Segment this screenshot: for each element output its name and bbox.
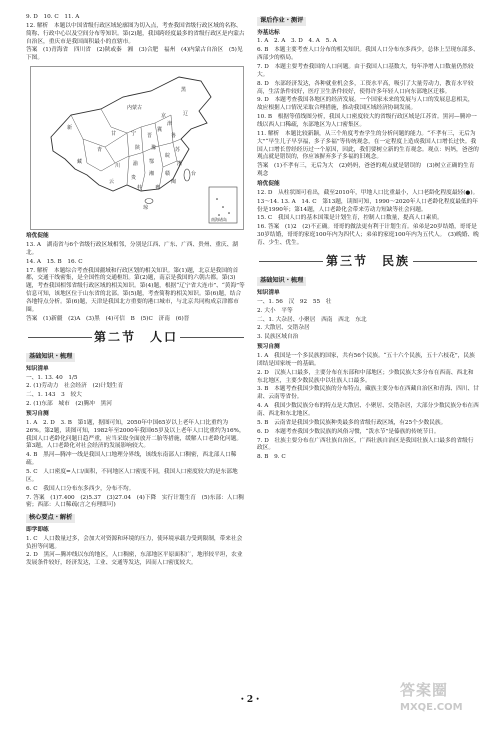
map-label: 青 <box>97 147 103 154</box>
map-label: 辽 <box>183 111 189 118</box>
answer-line: 5. B 云南省是我国少数民族种类最多的省级行政区域，有25个少数民族。 <box>257 419 447 426</box>
map-label: 陕 <box>135 145 141 152</box>
answer-line: 一、1. 56 汉 92 55 壮 <box>257 298 332 305</box>
map-label: 甘 <box>111 131 117 138</box>
answer-line: 6. D 本题考查我国少数民族的风俗习惯，“泼水节”是傣族的传统节日。 <box>257 428 440 435</box>
answer-line: 13. A 湖南省与6个省级行政区域相邻，分别是江西、广东、广西、贵州、重庆、湖北。 <box>26 242 238 256</box>
subsection-heading: 培优促能 <box>257 181 280 188</box>
map-label: 皖 <box>165 153 171 160</box>
answer-line: 15. C 我国人口的基本国策是计划生育，控制人口数量，提高人口素质。 <box>257 215 443 222</box>
answer-line: 9. D 10. C 11. A <box>26 14 80 20</box>
answer-line: 6. C 我国人口分布东多西少，分布不均。 <box>26 485 135 492</box>
map-label: 粤 <box>155 185 161 192</box>
answer-line: 答案 (1)不孝有三，无后为大 (2)妈妈，爸爸的观点就是错误的 (3)树立正确的生育观念 <box>257 163 475 178</box>
answer-line: 13～14. 13. A 14. C 第13题，读图可知，1990～2020年人口老龄化程度最低的年份是1990年；第14题，人口老龄化会带来劳动力短缺等社会问题。 <box>257 198 478 213</box>
answer-line: 2. D 黑河—腾冲线以东的地区，人口稠密，东部地区平原面积广，地形较平坦，农业发展条件较好，经济发达，工业、交通等发达，因而人口密度较大。 <box>26 552 243 567</box>
watermark-logo <box>400 680 492 720</box>
map-label: 云 <box>109 179 115 186</box>
chapter-title: 第三节 民族 <box>257 253 479 270</box>
map-label: 鲁 <box>171 133 177 140</box>
subsection-heading: 预习自测 <box>257 344 280 351</box>
answer-line: 1. A 我国是一个多民族的国家，共有56个民族。“五十六个民族，五十六枝花”，民族团结是国家统一的基础。 <box>257 353 475 367</box>
answer-line: 3. B 本题考查我国少数民族的分布特点，藏族主要分布在西藏自治区和青海、四川、甘肃、云南等省份。 <box>257 386 479 401</box>
map-label: 藏 <box>77 159 83 166</box>
answer-line: 10. B 根据等值线图分析，我国人口密度较大的省级行政区域是江苏省。黑河—腾冲一线以西人口稀疏，东部地区为人口密集区。 <box>257 114 477 128</box>
answer-line: 2. D 汉族人口最多，主要分布在东部和中部地区；少数民族大多分布在西南、西北和东北地区，主要少数民族中以壮族人口最多。 <box>257 369 474 384</box>
map-label: 南海诸岛 <box>211 217 227 223</box>
map-label: 贵 <box>131 175 137 182</box>
map-label: 冀 <box>157 127 163 134</box>
map-label: 浙 <box>177 161 183 168</box>
watermark-url: MXQE.COM <box>400 701 463 713</box>
answer-line: 1. A 2. D 3. B 第1题，据图可知，2050年中国65岁以上老年人口比重约为26%。第2题，读图可知，1982年至2000年我国65岁及以上老年人口比重约为16%，我国人口老龄化问题日趋严重，应当采取全面放开二胎等措施，缓解人口老龄化问题。第3题，人口老龄化对社会经济的发展影响较大。 <box>26 419 245 450</box>
map-label: 渝 <box>133 161 139 168</box>
map-label: 闽 <box>171 179 177 186</box>
answer-line: 7. D 壮族主要分布在广西壮族自治区，广西壮族自治区是我国壮族人口最多的省级行政区。 <box>257 437 474 452</box>
map-label: 新 <box>67 125 73 132</box>
answer-line: 二、1. 大杂居、小聚居 西南 西北 东北 <box>257 316 367 323</box>
map-label: 赣 <box>165 171 171 178</box>
answer-line: 8. B 9. C <box>257 454 286 461</box>
map-label: 京 <box>161 113 167 120</box>
answer-line: 1. A 2. A 3. D 4. A 5. A <box>257 38 337 45</box>
answer-line: 答案 (1)新疆 (2)A (3)黑 (4)可信 B (5)C 济南 (6)晋 <box>26 315 190 322</box>
section-heading: 课后作业・测评 <box>257 17 306 26</box>
answer-line: 12. 解析 本题以中国省级行政区域轮廓图为切入点，考查我国省级行政区域的名称、简称、行政中心以及空间分布等知识。第(2)题，我国跨经度最多的省级行政区是内蒙古自治区，重庆市是我国面积最小的直辖市。 <box>26 22 245 45</box>
answer-line: 3. 民族区域自治 <box>257 334 299 341</box>
map-label: 宁 <box>131 131 137 138</box>
answer-line: 17. 解析 本题综合考查我国疆域和行政区划的相关知识。第(1)题，北京是我国的首都，交通干线密集，是全国性的交通枢纽。第(2)题，南京是我国的六朝古都。第(3)题，考查我国相邻省级行政区域的相关知识。第(4)题，根据“辽宁省大连市”、“黄海”等信息可知，该地区位于山东省的北部。第(5)题，考查简称的相关知识。第(6)题，结合各地特点分析。第(6)题，天津是我国北方重要的港口城市，与北京共同构成京津都市圈。 <box>26 267 245 313</box>
answer-line: 12. D 从柱状图可看出，截至2010年，甲地人口比重最小，人口老龄化程度最轻(●)。 <box>257 189 479 196</box>
subsection-heading: 夯基达标 <box>257 29 280 36</box>
map-label: 黑 <box>181 87 187 94</box>
map-label: 苏 <box>175 147 181 154</box>
answer-line: 2. 大散居、交错杂居 <box>257 325 310 332</box>
chapter-title: 第二节 人口 <box>26 329 246 346</box>
answer-line: 2. (1)劳动力 社会经济 (2)计划生育 <box>26 383 124 390</box>
answer-line: 2. (1)东部 城市 (2)腾冲 黑河 <box>26 401 112 408</box>
left-column <box>26 14 246 569</box>
subsection-heading: 知识清单 <box>257 289 280 296</box>
map-label: 台 <box>191 171 197 178</box>
answer-line: 16. 答案 (1)2 (2)不正确。哥哥的做法更有利于计划生育。弟弟是20岁结婚，哥哥是30岁结婚，哥哥的家庭100年内为四代人；弟弟的家庭100年内为五代人。 (3)晚婚、晚育、少生、优生。 <box>257 224 479 247</box>
answer-line: 2. 大小 平等 <box>257 307 293 314</box>
answer-line: 8. D 东部经济发达，各种就业机会多，工资水平高，吸引了大量劳动力，教育水平较高，生活条件较好，医疗卫生条件较好，使得许多年轻人口向东部地区迁移。 <box>257 80 474 95</box>
china-province-map <box>30 66 244 230</box>
subsection-heading: 知识清单 <box>26 365 49 372</box>
subsection-heading: 即学即练 <box>26 526 49 533</box>
answer-line: 7. 答案 (1)7.400 (2)5.37 (3)27.04 (4)下降 实行计划生育 (5)东部：人口稠密；西部：人口稀疏(言之有理即可) <box>26 494 244 509</box>
map-label: 鄂 <box>149 159 155 166</box>
answer-line: 6. B 本题主要考查人口分布的相关知识。我国人口分布东多西少，总体上呈现东部多、西部少的格局。 <box>257 47 479 62</box>
section-heading: 基础知识・梳理 <box>257 277 306 286</box>
map-label: 晋 <box>147 133 153 140</box>
map-label: 川 <box>115 163 121 170</box>
answer-line: 11. 解析 本题比较新颖，从三个角度考查学生的分析问题的能力。“不孝有三，无后为大”“早生儿子早享福，多子多福”等传统观念，在一定程度上造成我国人口增长过快。我国人口增长曾经经历过一个原因，因此，我们要树立新的生育观念。观点：妈妈，爸爸的观点就是错误的，你应该摒弃多子多福的旧观念。 <box>257 130 479 161</box>
answer-line: 4. B 黑河—腾冲一线是我国人口地理分界线，该线东南部人口稠密，西北部人口稀疏。 <box>26 452 237 467</box>
map-label: 桂 <box>137 185 143 192</box>
watermark-text: 答案圈 <box>400 681 449 699</box>
answer-line: 二、1. 143 3 较大 <box>26 392 82 399</box>
map-label: 湘 <box>149 171 155 178</box>
section-heading: 基础知识・梳理 <box>26 353 75 362</box>
answer-line: 7. D 本题主要考查我国的人口问题。由于我国人口基数大，每年净增人口数量仍然较大。 <box>257 63 474 78</box>
answer-line: 答案 (1)青海省 四川省 (2)陕或秦 湘 (3)合肥 福州 (4)内蒙古自治区 (5)见下图。 <box>26 47 243 62</box>
map-label: 豫 <box>151 145 157 152</box>
section-heading: 核心要点・解析 <box>26 514 75 523</box>
answer-line: 14. A 15. B 16. C <box>26 258 83 265</box>
answer-line: 4. A 我国少数民族分布的特点是大散居、小聚居、交错杂居，大部分少数民族分布在西南、西北和东北地区。 <box>257 403 479 418</box>
answer-line: 5. C 人口密度=人口/面积，不同地区人口密度不同，我国人口密度较大的是东部地区。 <box>26 469 238 483</box>
map-label: 津 <box>167 121 173 128</box>
answer-line: 一、1. 13. 40 1/5 <box>26 374 78 381</box>
right-column <box>257 14 479 463</box>
answer-line: 1. C 人口数量过多，会加大对资源和环境的压力，使环境承载力受到限制，带来社会负担等问题。 <box>26 535 243 550</box>
map-label: 内蒙古 <box>127 105 143 112</box>
page-number: ・2・ <box>237 695 263 705</box>
subsection-heading: 预习自测 <box>26 411 49 417</box>
section-heading: 培优促能 <box>26 233 49 240</box>
map-label: 琼 <box>143 205 149 212</box>
answer-line: 9. D 本题考查我国各地区的经济发展。一个国家未来的发展与人口的发展息息相关，故应根据人口情况采取合理措施，推动我国区域经济协调发展。 <box>257 97 474 112</box>
